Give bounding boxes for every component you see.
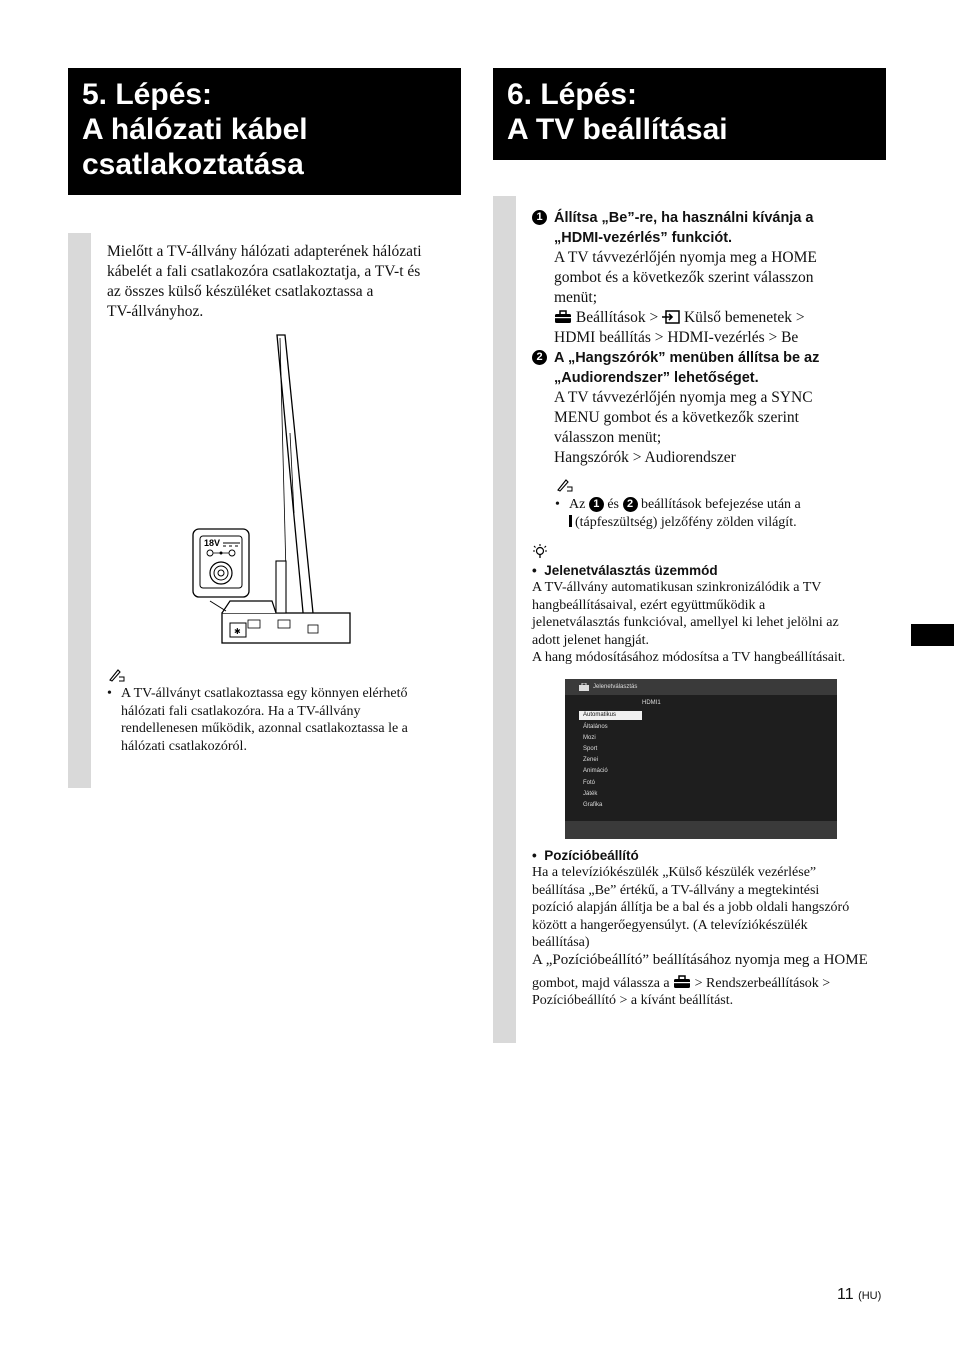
- text-fragment: (tápfeszültség) jelzőfény zölden világít.: [575, 514, 797, 530]
- text-line: menüt;: [554, 289, 598, 306]
- text-fragment: és: [603, 497, 623, 512]
- step6-item-1: [532, 208, 872, 348]
- text-line: adott jelenet hangját.: [532, 632, 650, 648]
- text-fragment: gombot, majd válassza a: [532, 975, 674, 991]
- text-line: rendellenesen működik, azonnal csatlakoztassa le a: [121, 721, 408, 737]
- toolbox-icon: [579, 683, 589, 691]
- tip-position-adjuster: • Pozícióbeállító Ha a televíziókészülék „Külső készülék vezérlése” beállítása „Be” értékű, a TV-állvány a megtekintési pozíció alapján állítja be a bal és a jobb oldali hangszóró között a hangerőegyensúlyt. (A televíziókészülék beállítása) A „Pozícióbeállító” beállításához nyomja meg a HOME gombot, majd válassza a > Rendszerbeállítások > Pozícióbeállító > a kívánt beállítást.: [532, 847, 892, 1010]
- text-line: MENU gombot és a következők szerint: [554, 409, 799, 426]
- voltage-label: 18V: [204, 538, 221, 548]
- text-line: beállítása „Be” értékű, a TV-állvány a megtekintési: [532, 882, 820, 898]
- text-line: válasszon menüt;: [554, 429, 662, 446]
- path-settings: Beállítások >: [575, 309, 663, 326]
- power-indicator-icon: [569, 515, 572, 527]
- section-tab-marker: [911, 624, 954, 646]
- text-line: A TV távvezérlőjén nyomja meg a SYNC: [554, 389, 813, 406]
- page-number: [837, 1286, 881, 1304]
- text-line: HDMI beállítás > HDMI-vezérlés > Be: [554, 329, 799, 346]
- text-line: gombot és a következők szerint válasszon: [554, 269, 814, 286]
- step5-title-line1: 5. Lépés:: [82, 78, 213, 111]
- tip-heading: Jelenetválasztás üzemmód: [544, 563, 718, 578]
- text-fragment: > Rendszerbeállítások >: [691, 975, 831, 991]
- svg-text:✱: ✱: [234, 627, 241, 636]
- text-line: A „Hangszórók” menüben állítsa be az: [554, 350, 820, 366]
- text-line: Állítsa „Be”-re, ha használni kívánja a: [554, 210, 814, 226]
- text-line: A „Pozícióbeállító” beállításához nyomja meg a HOME: [532, 951, 868, 968]
- text-line: az összes külső készüléket csatlakoztassa a: [107, 283, 374, 300]
- tv-menu-screenshot: [565, 679, 837, 839]
- step6-heading: [493, 68, 886, 160]
- step6-title-line1: 6. Lépés:: [507, 78, 638, 111]
- tv-menu-title: Jelenetválasztás: [593, 684, 638, 690]
- tv-menu-item: Általános: [583, 724, 608, 730]
- text-line: Mielőtt a TV-állvány hálózati adapterének hálózati: [107, 243, 422, 260]
- note-icon: [556, 478, 574, 492]
- tv-menu-footer: [565, 821, 837, 839]
- tv-menu-item: Grafika: [583, 802, 603, 808]
- tv-menu-item: Fotó: [583, 780, 596, 786]
- step5-heading: [68, 68, 461, 195]
- tip-scene-selection: • Jelenetválasztás üzemmód A TV-állvány automatikusan szinkronizálódik a TV hangbeállításaival, ezért együttműködik a jelenetválasztás funkcióval, amellyel ki lehet jelölni az adott jelenet hangját. A hang módosításához módosítsa a TV hangbeállításait.: [532, 562, 892, 667]
- step6-title-line2: A TV beállításai: [507, 113, 728, 146]
- toolbox-icon: [554, 310, 572, 324]
- text-line: A TV távvezérlőjén nyomja meg a HOME: [554, 249, 817, 266]
- text-fragment: Az: [569, 497, 589, 512]
- text-line: hálózati fali csatlakozóra. Ha a TV-állvány: [121, 703, 361, 719]
- tv-menu-item: Mozi: [583, 735, 596, 741]
- path-external-inputs: Külső bemenetek >: [683, 309, 805, 326]
- tv-menu-input: HDMI1: [642, 700, 661, 706]
- text-line: A TV-állvány automatikusan szinkronizálódik a TV: [532, 580, 822, 595]
- tv-menu-item: Animáció: [583, 768, 608, 774]
- step5-note: • A TV-állványt csatlakoztassa egy könnyen elérhető hálózati fali csatlakozóra. Ha a TV-állvány rendellenesen működik, azonnal csatlakoztassa le a hálózati csatlakozóról.: [107, 685, 467, 755]
- tip-heading: Pozícióbeállító: [544, 848, 639, 863]
- text-line: beállítása): [532, 935, 590, 951]
- text-line: hangbeállításaival, ezért együttműködik a: [532, 597, 766, 613]
- text-line: kábelét a fali csatlakozóra csatlakoztatja, a TV-t és: [107, 263, 421, 280]
- text-line: Pozícióbeállító > a kívánt beállítást.: [532, 993, 734, 1009]
- step5-side-bar: [68, 233, 91, 788]
- tv-menu-item: Sport: [583, 746, 598, 752]
- note-icon: [108, 668, 126, 682]
- step-number-1: 1: [589, 497, 604, 512]
- tv-menu-item: Zenei: [583, 757, 599, 763]
- tv-menu-item: Játék: [583, 791, 598, 797]
- text-line: „Audiorendszer” lehetőséget.: [554, 370, 759, 386]
- step-number-1: 1: [532, 210, 547, 225]
- page-language: (HU): [858, 1290, 882, 1302]
- step6-side-bar: [493, 196, 516, 1043]
- step5-intro: [107, 242, 467, 322]
- tip-lightbulb-icon: [532, 543, 548, 559]
- text-line: A TV-állványt csatlakoztassa egy könnyen elérhető: [121, 686, 408, 701]
- text-line: hálózati csatlakozóról.: [121, 738, 247, 754]
- toolbox-icon: [673, 975, 691, 989]
- text-line: „HDMI-vezérlés” funkciót.: [554, 230, 733, 246]
- step6-item-2: [532, 348, 872, 468]
- text-line: Ha a televíziókészülék „Külső készülék vezérlése”: [532, 865, 817, 880]
- text-line: között a hangerőegyensúlyt. (A televíziókészülék: [532, 917, 808, 933]
- text-line: pozíció alapján állítja be a bal és a jobb oldali hangszóró: [532, 900, 850, 916]
- connection-diagram: [190, 333, 355, 648]
- step5-title-line3: csatlakoztatása: [82, 148, 304, 181]
- text-line: A hang módosításához módosítsa a TV hangbeállításait.: [532, 650, 846, 666]
- text-line: jelenetválasztás funkcióval, amellyel ki lehet jelölni az: [532, 615, 839, 631]
- page-number-value: 11: [837, 1286, 854, 1303]
- step6-note: • Az 1 és 2 beállítások befejezése után a (tápfeszültség) jelzőfény zölden világít.: [555, 497, 801, 530]
- external-input-icon: [662, 310, 680, 324]
- tv-menu-item: Automatikus: [583, 712, 617, 718]
- text-line: TV-állványhoz.: [107, 303, 204, 320]
- step-number-2: 2: [623, 497, 638, 512]
- step5-title-line2: A hálózati kábel: [82, 113, 308, 146]
- text-fragment: beállítások befejezése után a: [637, 497, 801, 512]
- step-number-2: 2: [532, 350, 547, 365]
- text-line: Hangszórók > Audiorendszer: [554, 449, 736, 466]
